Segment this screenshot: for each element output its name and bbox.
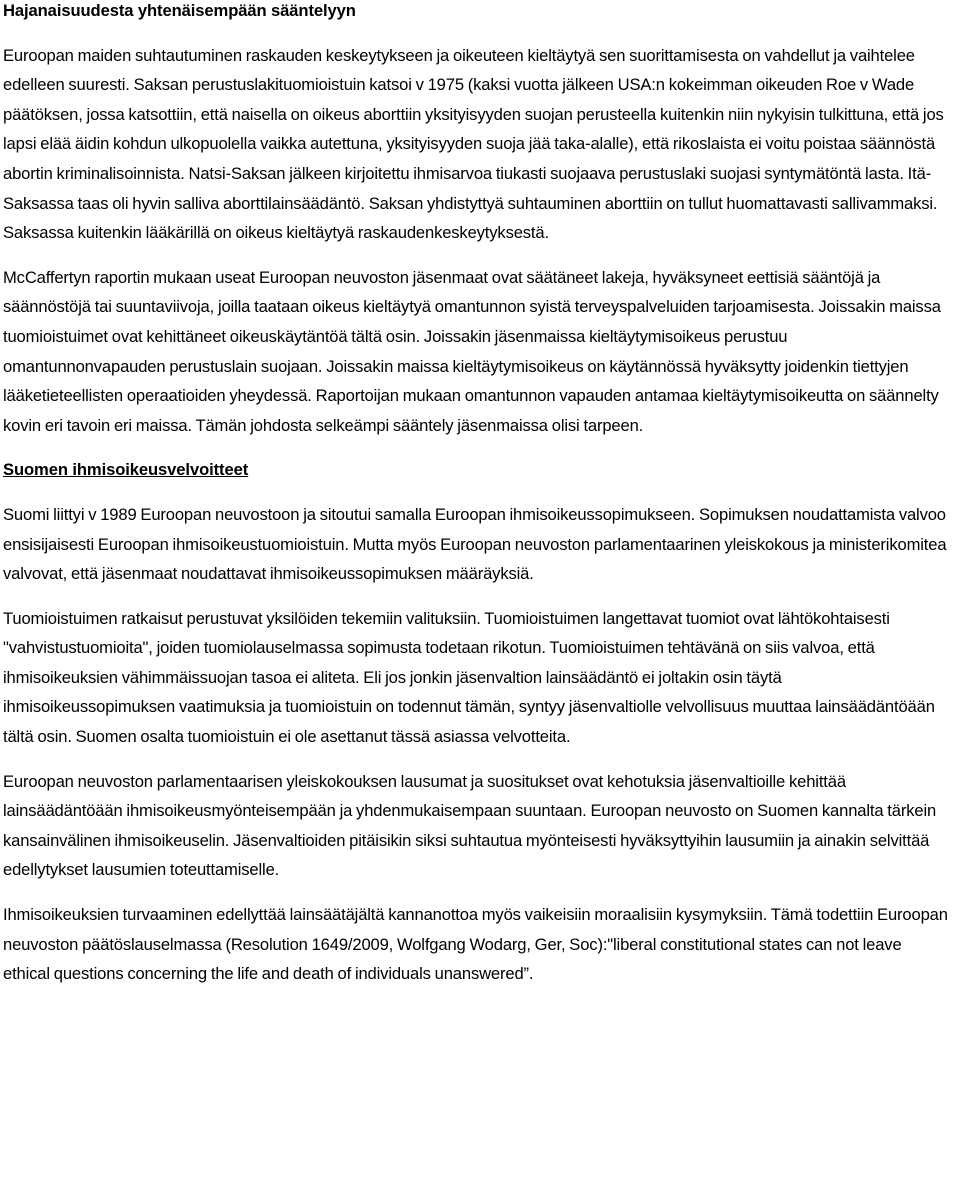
paragraph-parliamentary-assembly-statements: Euroopan neuvoston parlamentaarisen yleiskokouksen lausumat ja suositukset ovat kehotuksia jäsenvaltioille kehittää lainsäädäntöään ihmisoikeusmyönteisempään ja yhdenmukaisempaan suuntaan. Euroopan neuvosto on Suomen kannalta tärkein kansainvälinen ihmisoikeuselin. Jäsenvaltioiden pitäisikin siksi suhtautua myönteisesti hyväksyttyihin lausumiin ja ainakin selvittää edellytykset lausumien toteuttamiselle. xyxy=(3,771,937,880)
paragraph-mccafferty-report: McCaffertyn raportin mukaan useat Euroopan neuvoston jäsenmaat ovat säätäneet lakeja, hyväksyneet eettisiä sääntöjä ja säännöstöjä tai suuntaviivoja, joilla taataan oikeus kieltäytyä omantunnon syistä terveyspalveluiden tarjoamisesta. Joissakin maissa tuomioistuimet ovat kehittäneet oikeuskäytäntöä tältä osin. Joissakin jäsenmaissa kieltäytymisoikeus perustuu omantunnonvapauden perustuslain suojaan. Joissakin maissa kieltäytymisoikeus on käytännössä hyväksytty joidenkin tiettyjen lääketieteellisten operaatioiden yheydessä. Raportoijan mukaan omantunnon vapauden antamaa kieltäytymisoikeutta on säännelty kovin eri tavoin eri maissa. Tämän johdosta selkeämpi sääntely jäsenmaissa olisi tarpeen. xyxy=(3,267,941,435)
section-heading-fragmentation-to-regulation: Hajanaisuudesta yhtenäisempään sääntelyyn xyxy=(3,1,356,20)
section-heading-finnish-human-rights-obligations: Suomen ihmisoikeusvelvoitteet xyxy=(3,460,249,480)
paragraph-moral-questions-resolution: Ihmisoikeuksien turvaaminen edellyttää lainsäätäjältä kannanottoa myös vaikeisiin moraalisiin kysymyksiin. Tämä todettiin Euroopan neuvoston päätöslauselmassa (Resolution 1649/2009, Wolfgang Wodarg, Ger, Soc):"liberal constitutional states can not leave ethical questions concerning the life and death of individuals unanswered”. xyxy=(3,905,948,984)
paragraph-european-abortion-attitudes: Euroopan maiden suhtautuminen raskauden keskeytykseen ja oikeuteen kieltäytyä sen suorittamisesta on vahdellut ja vaihtelee edelleen suuresti. Saksan perustuslakituomioistuin katsoi v 1975 (kaksi vuotta jälkeen USA:n kokeimman oikeuden Roe v Wade päätöksen, jossa katsottiin, että naisella on oikeus aborttiin yksityisyyden suojan perusteella kuitenkin niin nykyisin tulkittuna, että jos lapsi elää äidin kohdun ulkopuolella vaikka autettuna, yksityisyyden suoja jää taka-alalle), että rikoslaista ei voitu poistaa säännöstä abortin kriminalisoinnista. Natsi-Saksan jälkeen kirjoitettu ihmisarvoa tiukasti suojaava perustuslaki suojasi syntymätöntä lasta. Itä-Saksassa taas oli hyvin salliva aborttilainsäädäntö. Saksan yhdistyttyä suhtauminen aborttiin on tullut huomattavasti sallivammaksi. Saksassa kuitenkin lääkärillä on oikeus kieltäytyä raskaudenkeskeytyksestä. xyxy=(3,45,944,243)
paragraph-finland-council-of-europe: Suomi liittyi v 1989 Euroopan neuvostoon ja sitoutui samalla Euroopan ihmisoikeussopimukseen. Sopimuksen noudattamista valvoo ensisijaisesti Euroopan ihmisoikeustuomioistuin. Mutta myös Euroopan neuvoston parlamentaarinen yleiskokous ja ministerikomitea valvovat, että jäsenmaat noudattavat ihmisoikeussopimuksen määräyksiä. xyxy=(3,504,947,584)
paragraph-court-rulings: Tuomioistuimen ratkaisut perustuvat yksilöiden tekemiin valituksiin. Tuomioistuimen langettavat tuomiot ovat lähtökohtaisesti "vahvistustuomioita", joiden tuomiolauselmassa sopimusta todetaan rikotun. Tuomioistuimen tehtävänä on siis valvoa, että ihmisoikeuksien vähimmäissuojan tasoa ei aliteta. Eli jos jonkin jäsenvaltion lainsäädäntö ei joltakin osin täytä ihmisoikeussopimuksen vaatimuksia ja tuomioistuin on todennut tämän, syntyy jäsenvaltiolle velvollisuus muuttaa lainsäädäntöään tältä osin. Suomen osalta tuomioistuin ei ole asettanut tässä asiassa velvotteita. xyxy=(3,608,935,747)
